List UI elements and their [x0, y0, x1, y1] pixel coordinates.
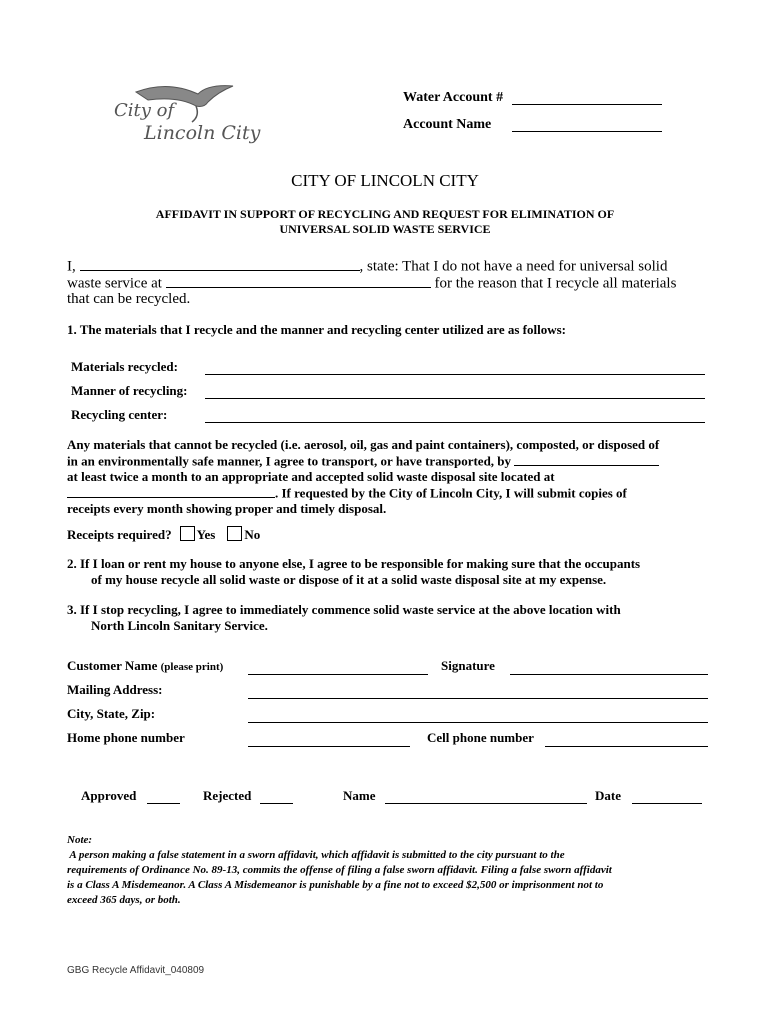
affiant-name-field[interactable]	[80, 256, 360, 271]
approved-field[interactable]	[147, 803, 180, 804]
transporter-field[interactable]	[514, 453, 659, 466]
cell-phone-label: Cell phone number	[427, 730, 534, 745]
intro-line3: that can be recycled.	[67, 291, 191, 307]
rejected-label: Rejected	[203, 788, 252, 803]
yes-checkbox[interactable]	[180, 526, 195, 541]
intro-state: , state: That I do not have a need for universal solid	[359, 258, 668, 275]
city-field[interactable]	[248, 722, 708, 723]
para-line2-text: in an environmentally safe manner, I agree to transport, or have transported, by	[67, 453, 512, 469]
receipts-row	[67, 526, 260, 543]
para-line1: Any materials that cannot be recycled (i.e. aerosol, oil, gas and paint containers), composted, or disposed of	[67, 437, 660, 452]
note-line2: requirements of Ordinance No. 89-13, commits the offense of filing a false sworn affidavit. Filing a false sworn affidavit	[67, 864, 612, 876]
item3-line1: 3. If I stop recycling, I agree to immediately commence solid waste service at the above location with	[67, 602, 621, 617]
receipts-label: Receipts required?	[67, 527, 172, 542]
materials-label: Materials recycled:	[71, 359, 178, 374]
home-phone-field[interactable]	[248, 746, 410, 747]
customer-name-text: Customer Name	[67, 658, 158, 673]
materials-field[interactable]	[205, 374, 705, 375]
item1-text: 1. The materials that I recycle and the manner and recycling center utilized are as follows:	[67, 322, 566, 337]
disposal-site-field[interactable]	[67, 485, 275, 498]
intro-waste-service: waste service at	[67, 275, 162, 292]
note-line1: A person making a false statement in a sworn affidavit, which affidavit is submitted to the city pursuant to the	[67, 849, 565, 861]
intro-reason: for the reason that I recycle all materials	[434, 275, 677, 292]
manner-label: Manner of recycling:	[71, 383, 188, 398]
center-field[interactable]	[205, 422, 705, 423]
item2-line2: of my house recycle all solid waste or dispose of it at a solid waste disposal site at my expense.	[91, 572, 607, 587]
note-line3: is a Class A Misdemeanor. A Class A Misdemeanor is punishable by a fine not to exceed $2,500 or imprisonment not to	[67, 879, 604, 891]
name-field[interactable]	[385, 803, 587, 804]
date-label: Date	[595, 788, 621, 803]
para-line2	[67, 453, 659, 470]
customer-name-field[interactable]	[248, 674, 428, 675]
para-line3: at least twice a month to an appropriate and accepted solid waste disposal site located at	[67, 469, 555, 484]
service-address-field[interactable]	[166, 273, 431, 288]
note-line4: exceed 365 days, or both.	[67, 894, 181, 906]
manner-field[interactable]	[205, 398, 705, 399]
no-checkbox[interactable]	[227, 526, 242, 541]
city-label: City, State, Zip:	[67, 706, 156, 721]
date-field[interactable]	[632, 803, 702, 804]
para-line5: receipts every month showing proper and timely disposal.	[67, 501, 387, 516]
customer-name-label	[67, 658, 223, 674]
approved-label: Approved	[81, 788, 137, 803]
mailing-label: Mailing Address:	[67, 682, 163, 697]
mailing-field[interactable]	[248, 698, 708, 699]
name-label: Name	[343, 788, 376, 803]
water-account-field[interactable]	[512, 104, 662, 105]
water-account-label: Water Account #	[403, 90, 504, 105]
cell-phone-field[interactable]	[545, 746, 708, 747]
logo-line1: City of	[114, 100, 175, 121]
para-line4-text: . If requested by the City of Lincoln City, I will submit copies of	[275, 485, 627, 501]
signature-field[interactable]	[510, 674, 708, 675]
customer-name-hint: (please print)	[160, 661, 224, 673]
item2-line1: 2. If I loan or rent my house to anyone else, I agree to be responsible for making sure that the occupants	[67, 556, 641, 571]
center-label: Recycling center:	[71, 407, 168, 422]
intro-i: I,	[67, 258, 76, 275]
subtitle-line2: UNIVERSAL SOLID WASTE SERVICE	[279, 222, 491, 236]
intro-line2	[67, 273, 676, 293]
signature-label: Signature	[441, 658, 495, 673]
city-logo	[108, 78, 268, 148]
account-name-field[interactable]	[512, 131, 662, 132]
rejected-field[interactable]	[260, 803, 293, 804]
no-label: No	[244, 527, 261, 542]
account-name-label: Account Name	[403, 117, 492, 132]
para-line4	[67, 485, 627, 502]
logo-line2: Lincoln City	[144, 122, 261, 144]
subtitle-line1: AFFIDAVIT IN SUPPORT OF RECYCLING AND REQUEST FOR ELIMINATION OF	[155, 207, 615, 221]
footer-text: GBG Recycle Affidavit_040809	[67, 965, 205, 976]
item3-line2: North Lincoln Sanitary Service.	[91, 618, 268, 633]
note-label: Note:	[67, 834, 93, 846]
home-phone-label: Home phone number	[67, 730, 185, 745]
page-title: CITY OF LINCOLN CITY	[291, 171, 479, 190]
yes-label: Yes	[196, 527, 216, 542]
